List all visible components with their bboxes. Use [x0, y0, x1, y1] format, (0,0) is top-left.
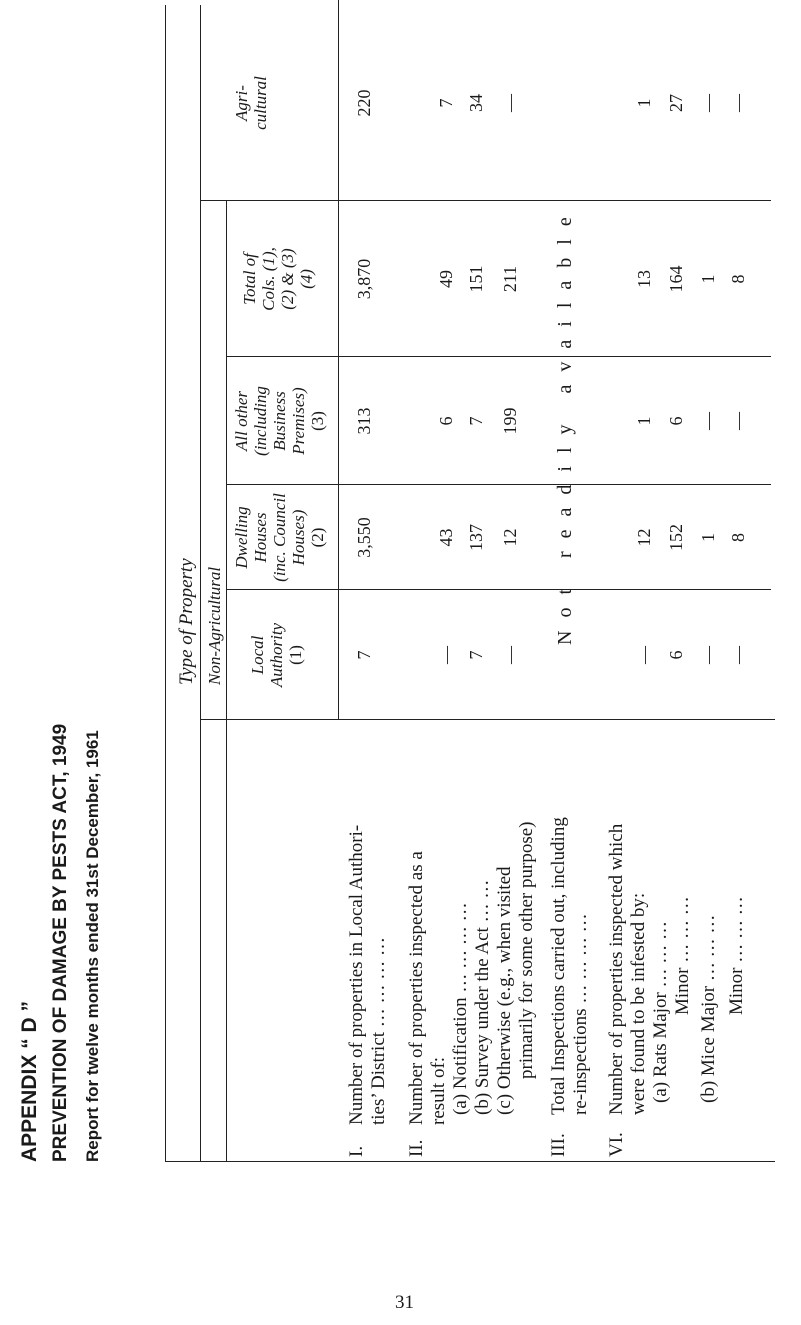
cell: —: [728, 94, 748, 112]
row-number: VI.: [606, 1132, 627, 1157]
row-number: III.: [548, 1133, 569, 1157]
cell: 164: [666, 265, 686, 293]
header-row-divider: [338, 0, 339, 720]
row-number: II.: [406, 1139, 427, 1157]
cell: 13: [634, 270, 654, 288]
cell: —: [698, 412, 718, 430]
cell: 6: [666, 650, 686, 660]
cell: 6: [436, 416, 456, 426]
sub-row-label: (c) Otherwise (e.g., when visited: [494, 866, 515, 1115]
act-title: PREVENTION OF DAMAGE BY PESTS ACT, 1949: [50, 723, 71, 1162]
cell: 1: [698, 533, 718, 542]
cell: 3,870: [354, 258, 374, 300]
cell: 199: [500, 407, 520, 435]
not-readily-available-note: Not readily available: [554, 204, 576, 645]
report-subtitle: Report for twelve months ended 31st December, 1961: [83, 730, 102, 1162]
cell: 27: [666, 94, 686, 112]
non-agricultural-header: Non-Agricultural: [205, 566, 224, 685]
cell: —: [500, 646, 520, 664]
cell: 151: [466, 265, 486, 293]
cell: 7: [436, 98, 456, 108]
sub-row-label: (b) Survey under the Act … …: [472, 879, 493, 1115]
row-label: Number of properties inspected which were found to be infested by:: [606, 823, 649, 1115]
row-label: Number of properties inspected as a result of:: [406, 851, 449, 1125]
cell: 137: [466, 524, 486, 551]
cell: 211: [500, 265, 520, 293]
cell: 12: [500, 528, 520, 547]
row-label: Total Inspections carried out, including re-inspections … … … …: [548, 817, 591, 1115]
table-top-border: [165, 5, 166, 1162]
cell: 6: [666, 416, 686, 426]
col-agricultural-header: Agri- cultural: [232, 76, 270, 130]
type-of-property-header: Type of Property: [176, 558, 197, 685]
cell: 8: [728, 274, 748, 284]
cell: 3,550: [354, 517, 374, 558]
sub-row-label: (a) Notification … … … …: [450, 902, 471, 1115]
cell: —: [698, 94, 718, 112]
cell: 1: [698, 274, 718, 284]
table-left-border: [165, 1161, 775, 1162]
sub-row-label: Minor … … …: [672, 896, 693, 1015]
non-agri-divider: [226, 201, 227, 1162]
cell: —: [500, 94, 520, 112]
cell: 12: [634, 528, 654, 547]
cell: —: [634, 646, 654, 664]
sub-row-label: (b) Mice Major … … …: [698, 914, 719, 1103]
cell: 34: [466, 94, 486, 112]
cell: 152: [666, 524, 686, 551]
cell: 7: [466, 416, 486, 426]
cell: 220: [354, 89, 374, 117]
cell: —: [728, 412, 748, 430]
appendix-title: APPENDIX “ D ”: [18, 1000, 41, 1162]
cell: 1: [634, 416, 654, 426]
sub-row-label: (a) Rats Major … … …: [650, 920, 671, 1103]
cell: 8: [728, 533, 748, 542]
cell: 7: [466, 650, 486, 660]
cell: 43: [436, 528, 456, 547]
col-all-other-header: All other (including Business Premises) (3): [232, 386, 327, 456]
cell: —: [698, 646, 718, 664]
col-total-header: Total of Cols. (1), (2) & (3) (4): [240, 247, 316, 311]
super-header-divider: [200, 5, 201, 1162]
col-dwelling-header: Dwelling Houses (inc. Council Houses) (2): [232, 493, 327, 582]
cell: 7: [354, 650, 374, 660]
cell: —: [728, 646, 748, 664]
col-local-authority-header: Local Authority (1): [248, 622, 305, 688]
sub-row-label: Minor … … …: [726, 896, 747, 1015]
sub-row-label-continued: primarily for some other purpose): [516, 821, 537, 1079]
cell: —: [436, 646, 456, 664]
row-number: I.: [346, 1145, 367, 1157]
cell: 1: [634, 98, 654, 108]
cell: 49: [436, 270, 456, 288]
page-number: 31: [395, 1292, 414, 1313]
cell: 313: [354, 407, 374, 435]
row-label: Number of properties in Local Authori- ties’ District … … … …: [346, 824, 389, 1125]
